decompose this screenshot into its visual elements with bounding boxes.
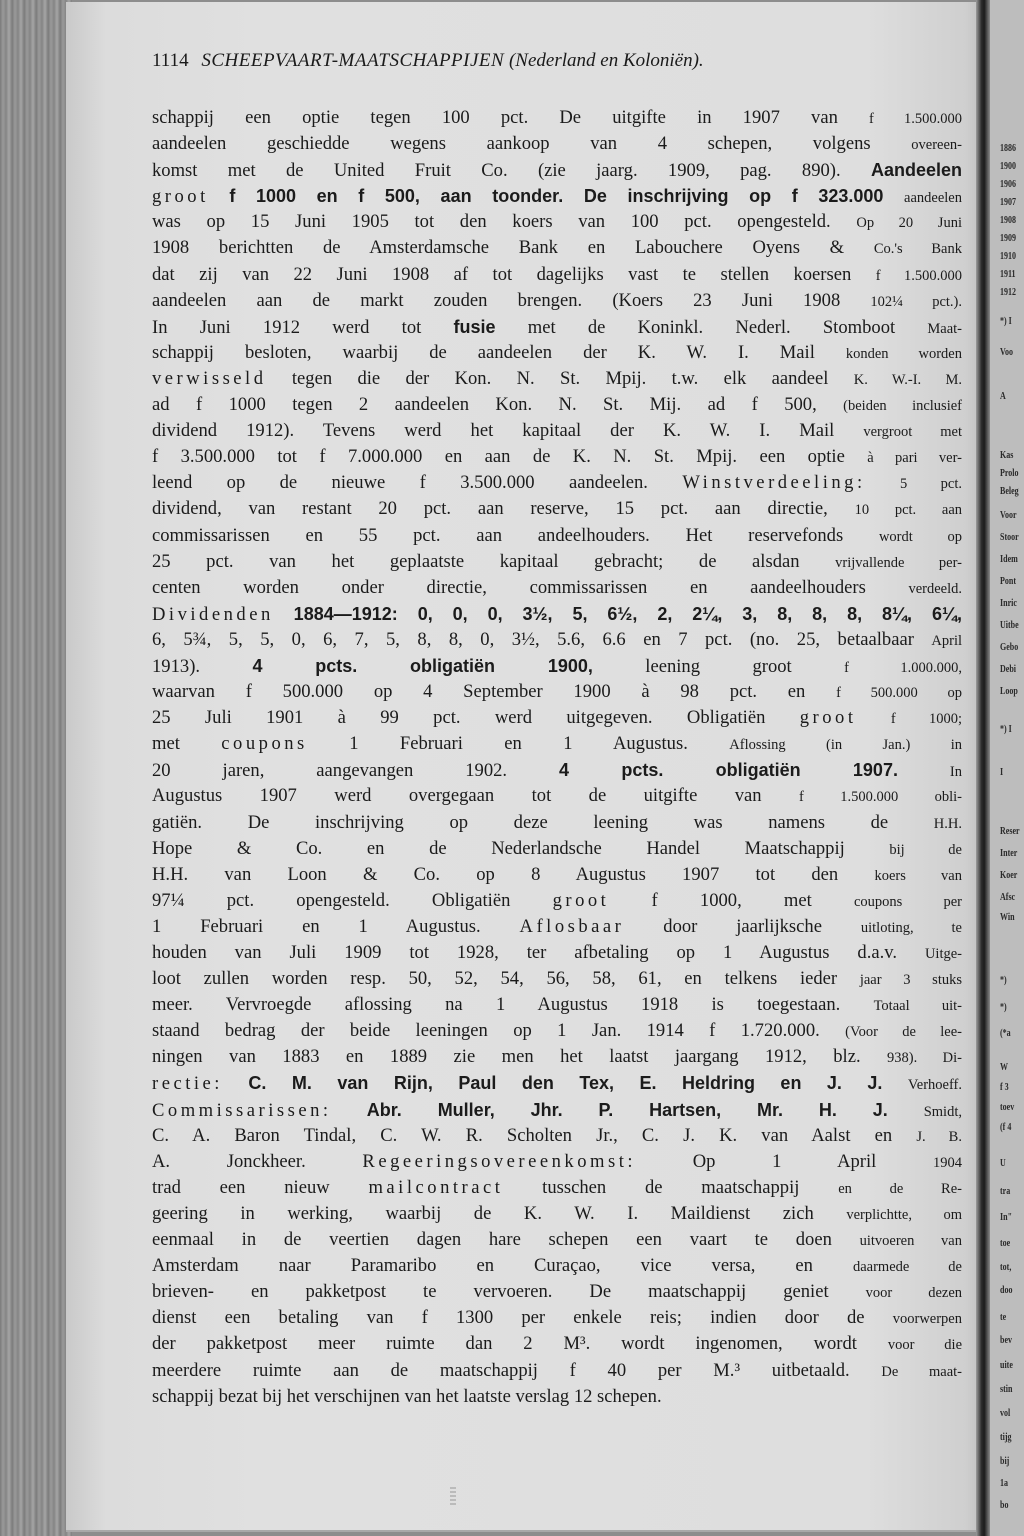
- text-line: [152, 783, 962, 809]
- text-line: [152, 340, 962, 366]
- condensed-tail: f 1.500.000: [875, 267, 962, 284]
- adjacent-page-fragment: Stoor: [1000, 532, 1019, 543]
- adjacent-page-fragment: f 3: [1000, 1082, 1009, 1093]
- adjacent-page-fragment: uite: [1000, 1360, 1013, 1371]
- adjacent-page-fragment: doo: [1000, 1285, 1013, 1296]
- condensed-tail: jaar 3 stuks: [859, 972, 962, 989]
- text-line: [152, 940, 962, 966]
- condensed-tail: à pari ver-: [867, 450, 962, 467]
- running-head: [152, 50, 704, 72]
- text-line: [152, 131, 962, 157]
- line-text: leend op de nieuwe f 3.500.000 aandeelen.: [152, 472, 683, 494]
- text-line: [152, 1123, 962, 1149]
- adjacent-page-fragment: Inter: [1000, 848, 1018, 859]
- adjacent-page-fragment: 1912: [1000, 287, 1016, 298]
- text-line: [152, 1305, 962, 1331]
- line-text: aandeelen geschiedde wegens aankoop van 4 schepen, volgens: [152, 133, 912, 155]
- adjacent-page-fragment: Inric: [1000, 598, 1017, 609]
- line-text: gatiën. De inschrijving op deze leening was namens de: [152, 811, 934, 833]
- condensed-tail: Smidt,: [923, 1103, 962, 1120]
- text-line: [152, 418, 962, 444]
- page-footer-mark: [450, 1487, 456, 1507]
- line-text: [866, 472, 900, 493]
- spaced-term: groot: [152, 186, 209, 208]
- adjacent-page-fragment: Beleg: [1000, 486, 1019, 497]
- bold-heading: f 1000 en f 500, aan toonder. De inschrijving op f 323.000: [208, 186, 905, 207]
- line-text: trad een nieuw: [152, 1176, 369, 1198]
- adjacent-page-fragment: Pont: [1000, 576, 1016, 587]
- line-text: loot zullen worden resp. 50, 52, 54, 56, 58, 61, en telkens ieder: [152, 968, 860, 990]
- bold-heading: 4 pcts. obligatiën 1907.: [559, 760, 898, 781]
- line-text: was op 15 Juni 1905 tot den koers van 100 pct. opengesteld.: [152, 211, 857, 233]
- spaced-term: Commissarissen:: [152, 1099, 332, 1121]
- condensed-tail: bij de: [889, 841, 962, 858]
- adjacent-page-fragment: I: [1000, 767, 1004, 778]
- text-line: [152, 1149, 962, 1175]
- text-line: [152, 444, 962, 470]
- spaced-term: verwisseld: [152, 367, 267, 389]
- text-line: [152, 366, 962, 392]
- adjacent-page-fragment: *): [1000, 975, 1007, 986]
- line-text: 25 pct. van het geplaatste kapitaal gebracht; de alsdan: [152, 550, 836, 572]
- line-text: schappij besloten, waarbij de aandeelen der K. W. I. Mail: [152, 341, 846, 363]
- spaced-term: groot: [552, 889, 610, 911]
- line-text: 1 Februari en 1 Augustus.: [307, 733, 730, 755]
- line-text: dat zij van 22 Juni 1908 af tot dagelijks vast te stellen koersen: [152, 263, 876, 285]
- condensed-tail: overeen-: [911, 137, 962, 154]
- condensed-tail: uitloting, te: [860, 919, 962, 936]
- condensed-tail: Uitge-: [924, 946, 962, 962]
- text-line: [152, 314, 962, 340]
- line-text: centen worden onder directie, commissarissen en aandeelhouders: [152, 576, 909, 598]
- condensed-tail: aandeelen: [904, 190, 962, 207]
- condensed-tail: voorwerpen: [892, 1311, 962, 1328]
- adjacent-page-fragment: te: [1000, 1312, 1007, 1323]
- line-text: f 3.500.000 tot f 7.000.000 en aan de K. N. St. Mpij. een optie: [152, 446, 868, 468]
- text-line: [152, 966, 962, 992]
- text-line: [152, 1358, 962, 1384]
- adjacent-page-fragment: Debi: [1000, 664, 1016, 675]
- spaced-term: groot: [799, 707, 857, 729]
- condensed-tail: verplichtte, om: [846, 1206, 963, 1223]
- line-text: aandeelen aan de markt zouden brengen. (Koers 23 Juni 1908: [152, 289, 871, 311]
- line-text: commissarissen en 55 pct. aan andeelhouders. Het reservefonds: [152, 524, 879, 546]
- body-text: [152, 105, 962, 1410]
- line-text: 1 Februari en 1 Augustus.: [152, 915, 520, 937]
- line-text: met de Koninkl. Nederl. Stomboot: [495, 316, 928, 338]
- line-text: 25 Juli 1901 à 99 pct. werd uitgegeven. Obligatiën: [152, 707, 800, 729]
- text-line: [152, 627, 962, 653]
- text-line: [152, 601, 962, 627]
- condensed-tail: en de Re-: [838, 1180, 962, 1197]
- text-line: [152, 810, 962, 836]
- adjacent-page-fragment: A: [1000, 391, 1006, 402]
- line-text: In Juni 1912 werd tot: [152, 316, 454, 338]
- condensed-tail: f 1.000.000,: [844, 659, 962, 676]
- adjacent-page-fragment: 1911: [1000, 269, 1016, 280]
- condensed-tail: wordt op: [878, 528, 962, 545]
- text-line: [152, 288, 962, 314]
- text-line: [152, 523, 962, 549]
- condensed-tail: vrijvallende per-: [835, 554, 962, 571]
- line-text: 1913).: [152, 655, 253, 677]
- book-edge-left: [0, 0, 72, 1536]
- condensed-tail: K. W.-I. M.: [853, 371, 962, 388]
- adjacent-page-fragment: 1886: [1000, 143, 1016, 154]
- condensed-tail: Totaal uit-: [873, 998, 962, 1015]
- line-text: brieven- en pakketpost te vervoeren. De maatschappij geniet: [152, 1281, 866, 1303]
- spaced-term: mailcontract: [368, 1176, 504, 1198]
- line-text: eenmaal in de veertien dagen hare schepen een vaart te doen: [152, 1229, 860, 1251]
- line-text: Augustus 1907 werd overgegaan tot de uitgifte van: [152, 785, 799, 807]
- adjacent-page-fragment: 1910: [1000, 251, 1016, 262]
- line-text: Op 1 April: [636, 1150, 933, 1172]
- adjacent-page-fragment: Uitbe: [1000, 620, 1019, 631]
- text-line: [152, 992, 962, 1018]
- adjacent-page-fragment: toev: [1000, 1102, 1015, 1113]
- condensed-tail: 1904: [933, 1154, 962, 1171]
- spaced-term: rectie:: [152, 1073, 223, 1095]
- line-text: dividend, van restant 20 pct. aan reserve, 15 pct. aan directie,: [152, 498, 855, 520]
- condensed-tail: 938). Di-: [887, 1050, 962, 1067]
- condensed-tail: f 1.500.000: [869, 111, 962, 127]
- line-text: [898, 760, 950, 781]
- adjacent-page-fragment: Prolo: [1000, 468, 1019, 479]
- adjacent-page-fragment: Voo: [1000, 347, 1014, 358]
- text-line: [152, 731, 962, 757]
- text-line: [152, 1331, 962, 1357]
- line-text: H.H. van Loon & Co. op 8 Augustus 1907 tot den: [152, 863, 875, 885]
- text-line: [152, 496, 962, 522]
- condensed-tail: vergroot met: [863, 424, 963, 441]
- condensed-tail: konden worden: [845, 345, 962, 362]
- line-text: f 1000, met: [609, 889, 854, 911]
- condensed-tail: De maat-: [881, 1363, 962, 1380]
- line-text: tegen die der Kon. N. St. Mpij. t.w. elk aandeel: [266, 367, 854, 389]
- condensed-tail: Verhoeff.: [907, 1077, 962, 1094]
- adjacent-page-fragment: Voor: [1000, 510, 1017, 521]
- text-line: [152, 1018, 962, 1044]
- text-line: [152, 836, 962, 862]
- spaced-term: coupons: [221, 733, 308, 755]
- spaced-term: Winstverdeeling:: [682, 472, 866, 494]
- running-subtitle: (Nederland en Koloniën).: [508, 50, 704, 71]
- condensed-tail: daarmede de: [852, 1259, 962, 1276]
- text-line: [152, 262, 962, 288]
- condensed-tail: In: [949, 764, 962, 781]
- line-text: der pakketpost meer ruimte dan 2 M³. wordt ingenomen, wordt: [152, 1333, 888, 1355]
- adjacent-page-fragment: Loop: [1000, 686, 1018, 697]
- bold-heading: Aandeelen: [870, 160, 962, 181]
- text-line: [152, 1227, 962, 1253]
- condensed-tail: 102¼ pct.).: [870, 293, 962, 310]
- text-line: [152, 757, 962, 783]
- bold-heading: C. M. van Rijn, Paul den Tex, E. Heldring en J. J.: [222, 1073, 908, 1094]
- line-text: leening groot: [592, 655, 845, 677]
- text-line: [152, 1201, 962, 1227]
- condensed-tail: verdeeld.: [908, 580, 962, 597]
- line-text: staand bedrag der beide leeningen op 1 Jan. 1914 f 1.720.000.: [152, 1020, 846, 1042]
- adjacent-page-fragment: Win: [1000, 912, 1015, 923]
- condensed-tail: Aflossing (in Jan.) in: [729, 737, 962, 754]
- book-gutter: [976, 0, 990, 1536]
- adjacent-page-fragment: tot,: [1000, 1262, 1012, 1273]
- adjacent-page-fragment: *) I: [1000, 724, 1012, 735]
- text-line: [152, 1175, 962, 1201]
- line-text: schappij een optie tegen 100 pct. De uitgifte in 1907 van: [152, 107, 870, 128]
- spaced-term: Regeeringsovereenkomst:: [362, 1150, 637, 1172]
- condensed-tail: f 1.500.000 obli-: [799, 789, 962, 806]
- adjacent-page-fragment: stin: [1000, 1384, 1013, 1395]
- text-line: [152, 1384, 962, 1410]
- line-text: 1908 berichtten de Amsterdamsche Bank en Labouchere Oyens &: [152, 237, 874, 259]
- adjacent-page-fragment: tijg: [1000, 1432, 1012, 1443]
- condensed-tail: J. B.: [916, 1128, 962, 1145]
- adjacent-page-fragment: 1909: [1000, 233, 1016, 244]
- line-text: tusschen de maatschappij: [503, 1176, 839, 1198]
- text-line: [152, 105, 962, 131]
- adjacent-page-fragment: Afsc: [1000, 892, 1016, 903]
- adjacent-page-fragment: (f 4: [1000, 1122, 1012, 1133]
- line-text: ningen van 1883 en 1889 zie men het laatst jaargang 1912, blz.: [152, 1046, 888, 1068]
- text-line: [152, 705, 962, 731]
- bold-heading: 4 pcts. obligatiën 1900,: [252, 655, 593, 676]
- adjacent-page-fragment: tra: [1000, 1186, 1011, 1197]
- adjacent-page-fragment: 1908: [1000, 215, 1016, 226]
- adjacent-page-fragment: bev: [1000, 1335, 1012, 1346]
- condensed-tail: f 1000;: [890, 711, 963, 728]
- line-text: meer. Vervroegde aflossing na 1 Augustus 1918 is toegestaan.: [152, 994, 874, 1016]
- line-text: 20 jaren, aangevangen 1902.: [152, 760, 560, 782]
- text-line: [152, 1044, 962, 1070]
- adjacent-page-fragment: Kas: [1000, 450, 1014, 461]
- line-text: 6, 5¾, 5, 5, 0, 6, 7, 5, 8, 8, 0, 3½, 5.6, 6.6 en 7 pct. (no. 25, betaalbaar: [152, 628, 932, 650]
- condensed-tail: uitvoeren van: [859, 1233, 962, 1250]
- bold-heading: fusie: [453, 316, 496, 337]
- text-line: [152, 183, 962, 209]
- adjacent-page-fragment: Idem: [1000, 554, 1018, 565]
- condensed-tail: voor dezen: [865, 1285, 962, 1302]
- text-line: [152, 1097, 962, 1123]
- condensed-tail: Maat-: [927, 320, 962, 337]
- line-text: 97¼ pct. opengesteld. Obligatiën: [152, 889, 553, 911]
- condensed-tail: coupons per: [854, 893, 963, 910]
- condensed-tail: (beiden inclusief: [843, 398, 962, 415]
- condensed-tail: April: [931, 632, 962, 649]
- text-line: [152, 914, 962, 940]
- text-line: [152, 653, 962, 679]
- text-line: [152, 1070, 962, 1096]
- adjacent-page-fragment: 1900: [1000, 161, 1016, 172]
- adjacent-page-fragment: (*a: [1000, 1028, 1011, 1039]
- line-text: met: [152, 733, 222, 755]
- line-text: door jaarlijksche: [624, 915, 861, 937]
- condensed-tail: H.H.: [933, 815, 962, 832]
- adjacent-page-fragment: bij: [1000, 1456, 1010, 1467]
- bold-heading: Abr. Muller, Jhr. P. Hartsen, Mr. H. J.: [331, 1099, 924, 1120]
- adjacent-page-fragment: W: [1000, 1062, 1008, 1073]
- adjacent-page-edge: [990, 0, 1024, 1536]
- adjacent-page-fragment: toe: [1000, 1238, 1011, 1249]
- condensed-tail: koers van: [874, 867, 962, 884]
- spaced-term: Aflosbaar: [519, 915, 625, 937]
- adjacent-page-fragment: bo: [1000, 1500, 1009, 1511]
- line-text: dienst een betaling van f 1300 per enkele reis; indien door de: [152, 1307, 893, 1329]
- adjacent-page-fragment: *): [1000, 1002, 1007, 1013]
- adjacent-page-fragment: Reser: [1000, 826, 1020, 837]
- line-text: meerdere ruimte aan de maatschappij f 40 per M.³ uitbetaald.: [152, 1359, 882, 1381]
- text-line: [152, 679, 962, 705]
- text-line: [152, 1279, 962, 1305]
- line-text: C. A. Baron Tindal, C. W. R. Scholten Jr., C. J. K. van Aalst en: [152, 1124, 917, 1146]
- line-text: komst met de United Fruit Co. (zie jaarg. 1909, pag. 890).: [152, 160, 871, 182]
- text-line: [152, 157, 962, 183]
- line-text: geering in werking, waarbij de K. W. I. Maildienst zich: [152, 1202, 847, 1224]
- bold-heading: 1884—1912: 0, 0, 0, 3½, 5, 6½, 2, 2¼, 3, 8, 8, 8, 8¼, 6¼,: [273, 603, 962, 624]
- text-line: [152, 549, 962, 575]
- adjacent-page-fragment: In": [1000, 1212, 1013, 1223]
- condensed-tail: (Voor de lee-: [845, 1024, 962, 1041]
- condensed-tail: 10 pct. aan: [854, 502, 963, 519]
- adjacent-page-fragment: Gebo: [1000, 642, 1019, 653]
- text-line: [152, 209, 962, 235]
- line-text: dividend 1912). Tevens werd het kapitaal der K. W. I. Mail: [152, 420, 864, 442]
- condensed-tail: 5 pct.: [900, 476, 962, 493]
- page-number: 1114: [152, 50, 189, 71]
- text-line: [152, 1253, 962, 1279]
- condensed-tail: voor die: [887, 1337, 963, 1354]
- text-line: [152, 470, 962, 496]
- condensed-tail: Co.'s Bank: [873, 241, 962, 258]
- text-line: [152, 392, 962, 418]
- line-text: Hope & Co. en de Nederlandsche Handel Maatschappij: [152, 837, 890, 859]
- condensed-tail: f 500.000 op: [836, 685, 962, 702]
- line-text: houden van Juli 1909 tot 1928, ter afbetaling op 1 Augustus d.a.v.: [152, 942, 925, 963]
- spaced-term: Dividenden: [152, 603, 274, 625]
- adjacent-page-fragment: *) I: [1000, 316, 1012, 327]
- line-text: [857, 707, 891, 728]
- text-line: [152, 235, 962, 261]
- adjacent-page-fragment: 1906: [1000, 179, 1016, 190]
- adjacent-page-fragment: 1a: [1000, 1478, 1008, 1489]
- adjacent-page-fragment: U: [1000, 1158, 1006, 1169]
- line-text: A. Jonckheer.: [152, 1150, 363, 1172]
- line-text: schappij bezat bij het verschijnen van het laatste verslag 12 schepen.: [152, 1385, 662, 1407]
- text-line: [152, 888, 962, 914]
- adjacent-page-fragment: Koer: [1000, 870, 1018, 881]
- text-line: [152, 575, 962, 601]
- line-text: waarvan f 500.000 op 4 September 1900 à 98 pct. en: [152, 681, 837, 703]
- adjacent-page-fragment: 1907: [1000, 197, 1016, 208]
- running-title: SCHEEPVAART-MAATSCHAPPIJEN: [201, 50, 505, 71]
- line-text: Amsterdam naar Paramaribo en Curaçao, vice versa, en: [152, 1255, 853, 1277]
- adjacent-page-fragment: vol: [1000, 1408, 1011, 1419]
- text-line: [152, 862, 962, 888]
- line-text: ad f 1000 tegen 2 aandeelen Kon. N. St. Mij. ad f 500,: [152, 394, 844, 416]
- condensed-tail: Op 20 Juni: [856, 215, 962, 232]
